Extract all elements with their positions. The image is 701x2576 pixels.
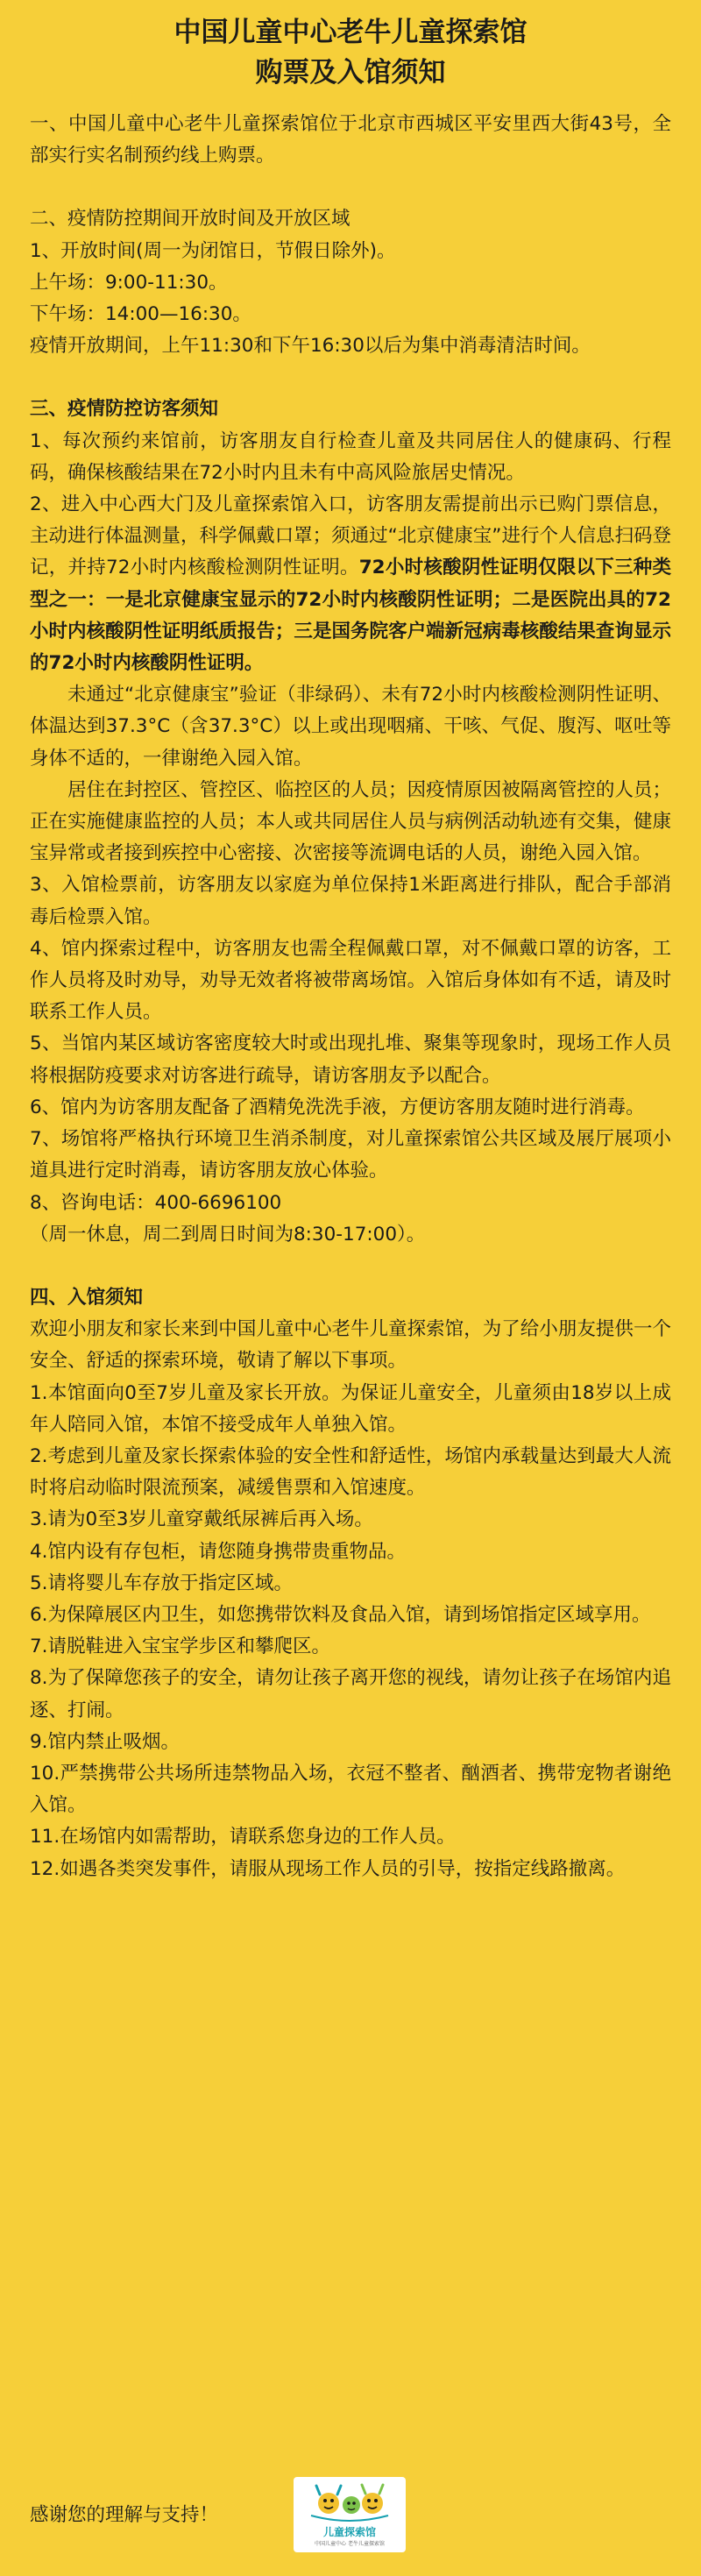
title-line-2: 购票及入馆须知 bbox=[255, 57, 446, 89]
entry-rule: 10.严禁携带公共场所违禁物品入场，衣冠不整者、酗酒者、携带宠物者谢绝入馆。 bbox=[30, 1762, 671, 1817]
cartoon-kids-logo-icon bbox=[294, 2477, 406, 2526]
entry-rule: 7.请脱鞋进入宝宝学步区和攀爬区。 bbox=[30, 1636, 331, 1658]
visitor-rule-4: 4、馆内探索过程中，访客朋友也需全程佩戴口罩，对不佩戴口罩的访客，工作人员将及时劝导，劝导无效者将被带离场馆。入馆后身体如有不适，请及时联系工作人员。 bbox=[30, 937, 671, 1024]
entry-rule: 11.在场馆内如需帮助，请联系您身边的工作人员。 bbox=[30, 1826, 456, 1849]
page-title bbox=[30, 12, 671, 93]
afternoon-session: 下午场：14:00—16:30。 bbox=[30, 303, 251, 326]
title-line-1: 中国儿童中心老牛儿童探索馆 bbox=[173, 17, 528, 48]
visitor-rule-5: 5、当馆内某区域访客密度较大时或出现扎堆、聚集等现象时，现场工作人员将根据防疫要求对访客进行疏导，请访客朋友予以配合。 bbox=[30, 1033, 671, 1087]
entry-rule: 12.如遇各类突发事件，请服从现场工作人员的引导，按指定线路撤离。 bbox=[30, 1857, 626, 1880]
museum-logo bbox=[294, 2477, 406, 2552]
thanks-text: 感谢您的理解与支持！ bbox=[30, 2504, 219, 2526]
visitor-rule-2-bold: 72小时核酸阴性证明仅限以下三种类型之一：一是北京健康宝显示的72小时内核酸阴性证明；二是医院出具的72小时内核酸阴性证明纸质报告；三是国务院客户端新冠病毒核酸结果查询显示的72小时内核酸阴性证明。 bbox=[30, 557, 671, 675]
visitor-rule-2-restricted: 居住在封控区、管控区、临控区的人员；因疫情原因被隔离管控的人员；正在实施健康监控的人员；本人或共同居住人员与病例活动轨迹有交集，健康宝异常或者接到疾控中心密接、次密接等流调电话的人员，谢绝入园入馆。 bbox=[30, 778, 671, 865]
morning-session: 上午场：9:00-11:30。 bbox=[30, 271, 228, 294]
cleaning-time: 疫情开放期间，上午11:30和下午16:30以后为集中消毒清洁时间。 bbox=[30, 335, 591, 358]
section-2-heading: 二、疫情防控期间开放时间及开放区域 bbox=[30, 208, 350, 231]
visitor-rule-2-text: 2、进入中心西大门及儿童探索馆入口，访客朋友需提前出示已购门票信息，主动进行体温测量，科学佩戴口罩；须通过“北京健康宝”进行个人信息扫码登记，并持72小时内核酸检测阴性证明。 bbox=[30, 493, 671, 579]
entry-rule: 1.本馆面向0至7岁儿童及家长开放。为保证儿童安全，儿童须由18岁以上成年人陪同入馆，本馆不接受成年人单独入馆。 bbox=[30, 1381, 671, 1436]
opening-hours-item: 1、开放时间(周一为闭馆日，节假日除外)。 bbox=[30, 239, 396, 262]
visitor-rule-6: 6、馆内为访客朋友配备了酒精免洗洗手液，方便访客朋友随时进行消毒。 bbox=[30, 1096, 645, 1118]
section-4-heading: 四、入馆须知 bbox=[30, 1286, 144, 1309]
entry-rule: 5.请将婴儿车存放于指定区域。 bbox=[30, 1572, 294, 1594]
visitor-rule-3: 3、入馆检票前，访客朋友以家庭为单位保持1米距离进行排队，配合手部消毒后检票入馆。 bbox=[30, 874, 671, 928]
logo-subtext: 中国儿童中心 老牛儿童探索馆 bbox=[315, 2541, 385, 2547]
entry-rule: 4.馆内设有存包柜，请您随身携带贵重物品。 bbox=[30, 1540, 407, 1563]
spacer bbox=[30, 172, 671, 203]
entry-rule: 8.为了保障您孩子的安全，请勿让孩子离开您的视线，请勿让孩子在场馆内追逐、打闹。 bbox=[30, 1667, 671, 1721]
spacer bbox=[30, 1251, 671, 1282]
logo-text: 儿童探索馆 bbox=[322, 2526, 376, 2538]
entry-rule: 9.馆内禁止吸烟。 bbox=[30, 1730, 181, 1753]
section-3-heading: 三、疫情防控访客须知 bbox=[30, 398, 219, 421]
entry-rule: 3.请为0至3岁儿童穿戴纸尿裤后再入场。 bbox=[30, 1508, 373, 1531]
visitor-rule-2 bbox=[30, 489, 671, 679]
footer bbox=[30, 2477, 671, 2556]
consult-phone: 8、咨询电话：400-6696100 bbox=[30, 1191, 282, 1214]
section-1-text: 一、中国儿童中心老牛儿童探索馆位于北京市西城区平安里西大街43号，全部实行实名制预约线上购票。 bbox=[30, 113, 671, 167]
visitor-rule-7: 7、场馆将严格执行环境卫生消杀制度，对儿童探索馆公共区域及展厅展项小道具进行定时消毒，请访客朋友放心体验。 bbox=[30, 1128, 671, 1182]
notice-content bbox=[30, 109, 671, 1885]
spacer bbox=[30, 362, 671, 394]
visitor-rule-1: 1、每次预约来馆前，访客朋友自行检查儿童及共同居住人的健康码、行程码，确保核酸结果在72小时内且未有中高风险旅居史情况。 bbox=[30, 429, 671, 484]
entry-rule: 2.考虑到儿童及家长探索体验的安全性和舒适性，场馆内承载量达到最大人流时将启动临时限流预案，减缓售票和入馆速度。 bbox=[30, 1444, 671, 1500]
visitor-rule-2-refusal: 未通过“北京健康宝”验证（非绿码）、未有72小时内核酸检测阴性证明、体温达到37.3°C（含37.3°C）以上或出现咽痛、干咳、气促、腹泻、呕吐等身体不适的，一律谢绝入园入馆。 bbox=[30, 684, 671, 770]
section-4-intro: 欢迎小朋友和家长来到中国儿童中心老牛儿童探索馆，为了给小朋友提供一个安全、舒适的探索环境，敬请了解以下事项。 bbox=[30, 1318, 671, 1373]
entry-rule: 6.为保障展区内卫生，如您携带饮料及食品入馆，请到场馆指定区域享用。 bbox=[30, 1603, 651, 1626]
consult-hours: （周一休息，周二到周日时间为8:30-17:00）。 bbox=[30, 1223, 426, 1245]
